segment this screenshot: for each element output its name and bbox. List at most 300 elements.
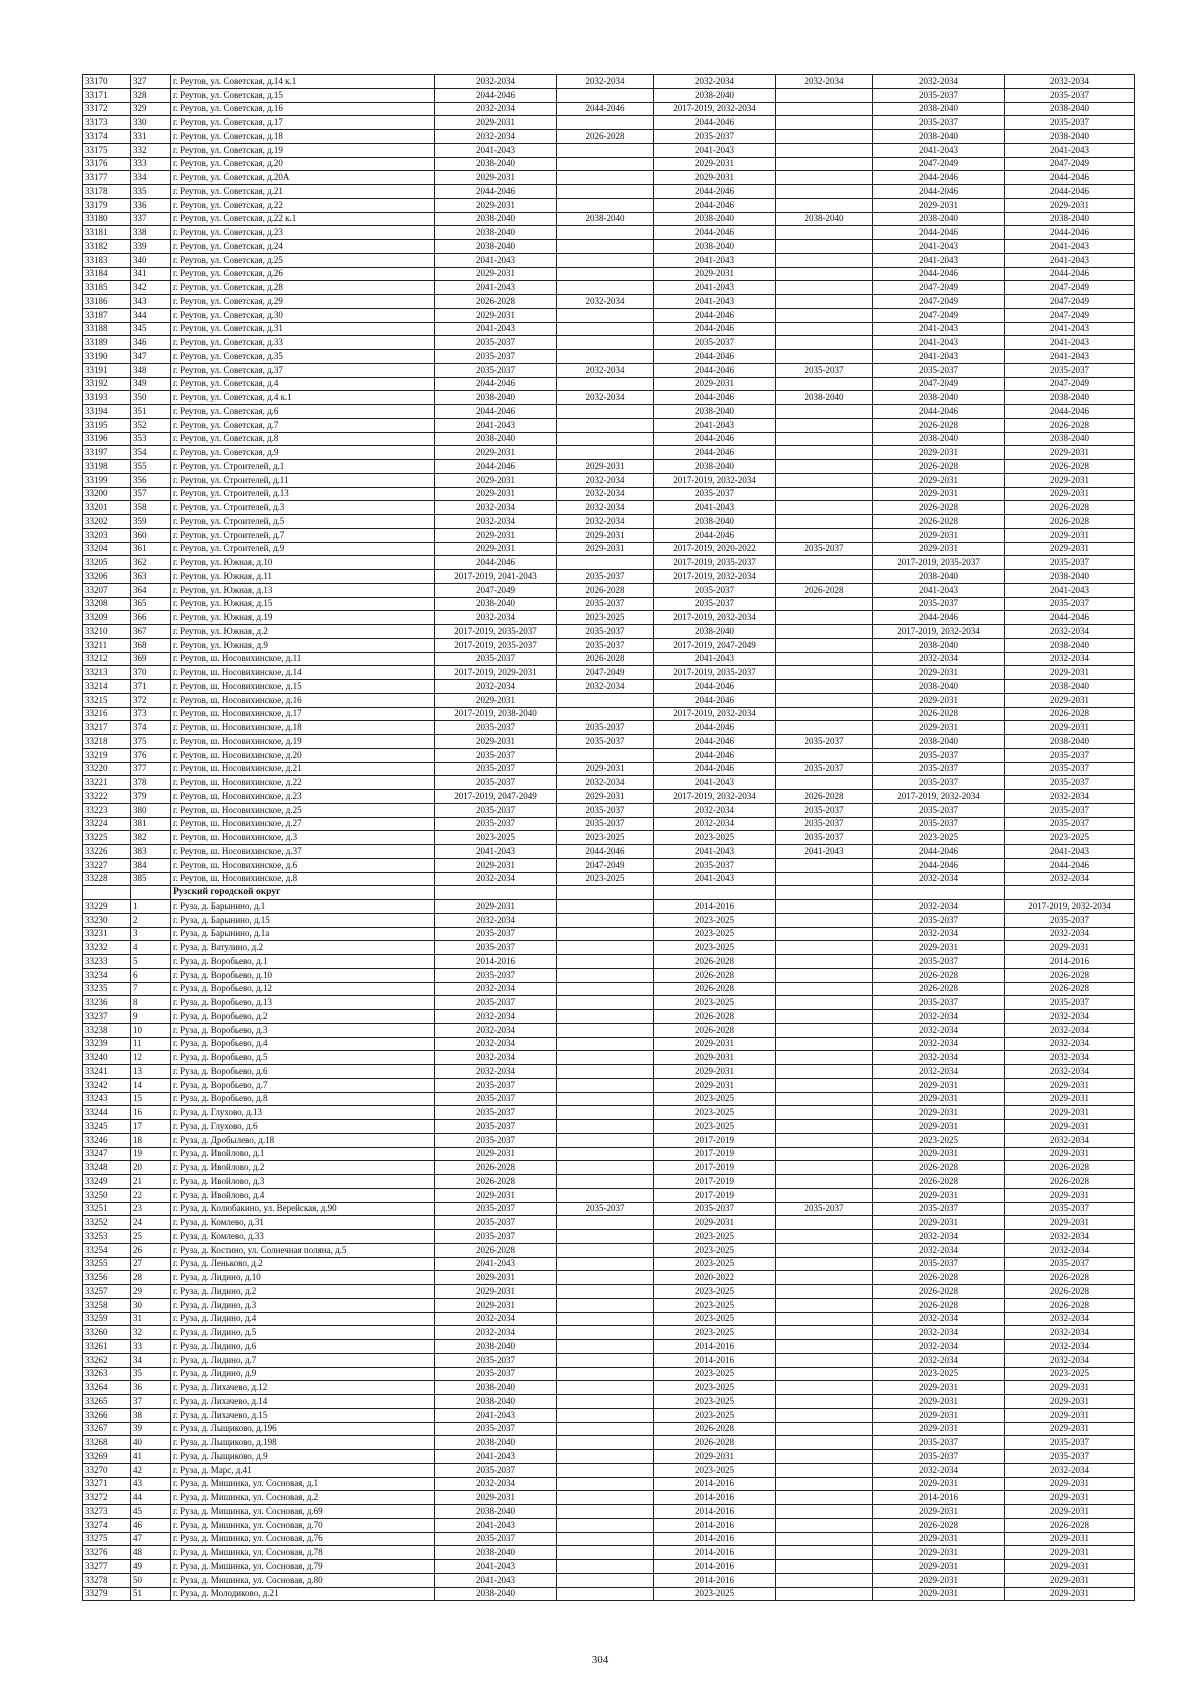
period-cell-6: 2029-2031 — [1005, 693, 1135, 707]
period-cell-6: 2038-2040 — [1005, 735, 1135, 749]
table-row — [83, 955, 1135, 969]
address-cell: г. Реутов, ш. Носовихинское, д.21 — [171, 762, 435, 776]
table-row — [83, 1353, 1135, 1367]
row-id-cell: 33207 — [83, 583, 131, 597]
table-row — [83, 405, 1135, 419]
period-cell-2: 2044-2046 — [557, 845, 654, 859]
table-row — [83, 212, 1135, 226]
row-number-cell: 378 — [131, 776, 171, 790]
period-cell-3: 2044-2046 — [654, 748, 776, 762]
period-cell-2: 2029-2031 — [557, 762, 654, 776]
period-cell-5: 2044-2046 — [873, 171, 1005, 185]
period-cell-1: 2017-2019, 2035-2037 — [435, 638, 557, 652]
period-cell-2 — [557, 1560, 654, 1574]
row-id-cell: 33279 — [83, 1587, 131, 1601]
period-cell-5: 2029-2031 — [873, 528, 1005, 542]
address-cell: г. Руза, д. Воробьево, д.6 — [171, 1065, 435, 1079]
row-number-cell: 332 — [131, 143, 171, 157]
period-cell-3: 2017-2019, 2032-2034 — [654, 611, 776, 625]
period-cell-2 — [557, 350, 654, 364]
period-cell-5: 2017-2019, 2035-2037 — [873, 556, 1005, 570]
period-cell-6: 2026-2028 — [1005, 1298, 1135, 1312]
period-cell-3: 2017-2019, 2032-2034 — [654, 570, 776, 584]
period-cell-2: 2026-2028 — [557, 583, 654, 597]
row-number-cell: 354 — [131, 446, 171, 460]
period-cell-6: 2029-2031 — [1005, 1106, 1135, 1120]
table-row — [83, 900, 1135, 914]
row-number-cell: 46 — [131, 1518, 171, 1532]
row-number-cell: 353 — [131, 432, 171, 446]
row-id-cell: 33209 — [83, 611, 131, 625]
row-id-cell: 33273 — [83, 1505, 131, 1519]
address-cell: г. Реутов, ул. Строителей, д.13 — [171, 487, 435, 501]
row-id-cell: 33264 — [83, 1381, 131, 1395]
period-cell-5: 2029-2031 — [873, 1395, 1005, 1409]
table-row — [83, 652, 1135, 666]
address-cell: г. Руза, д. Воробьево, д.3 — [171, 1023, 435, 1037]
period-cell-1: 2038-2040 — [435, 1340, 557, 1354]
period-cell-4: 2035-2037 — [776, 817, 873, 831]
period-cell-2 — [557, 116, 654, 130]
address-cell: г. Реутов, ул. Советская, д.16 — [171, 102, 435, 116]
address-cell: г. Реутов, ул. Советская, д.9 — [171, 446, 435, 460]
period-cell-3: 2035-2037 — [654, 487, 776, 501]
period-cell-4: 2035-2037 — [776, 363, 873, 377]
address-cell: г. Руза, д. Дробылево, д.18 — [171, 1133, 435, 1147]
period-cell-5: 2029-2031 — [873, 473, 1005, 487]
period-cell-3: 2026-2028 — [654, 955, 776, 969]
period-cell-6: 2032-2034 — [1005, 1326, 1135, 1340]
address-cell: г. Руза, д. Глухово, д.6 — [171, 1120, 435, 1134]
period-cell-4 — [776, 240, 873, 254]
period-cell-5: 2026-2028 — [873, 982, 1005, 996]
row-id-cell: 33215 — [83, 693, 131, 707]
period-cell-6: 2032-2034 — [1005, 790, 1135, 804]
period-cell-4 — [776, 1408, 873, 1422]
row-number-cell: 331 — [131, 130, 171, 144]
period-cell-1: 2038-2040 — [435, 226, 557, 240]
period-cell-4 — [776, 116, 873, 130]
period-cell-2: 2035-2037 — [557, 721, 654, 735]
row-id-cell: 33188 — [83, 322, 131, 336]
period-cell-2 — [557, 1175, 654, 1189]
period-cell-5: 2035-2037 — [873, 748, 1005, 762]
period-cell-5: 2026-2028 — [873, 1175, 1005, 1189]
table-row — [83, 171, 1135, 185]
period-cell-5: 2035-2037 — [873, 1202, 1005, 1216]
period-cell-1: 2038-2040 — [435, 240, 557, 254]
row-number-cell: 334 — [131, 171, 171, 185]
period-cell-3: 2017-2019, 2020-2022 — [654, 542, 776, 556]
table-row — [83, 1395, 1135, 1409]
period-cell-4 — [776, 638, 873, 652]
period-cell-1: 2026-2028 — [435, 1243, 557, 1257]
address-cell: г. Руза, д. Воробьево, д.2 — [171, 1010, 435, 1024]
data-table — [82, 74, 1135, 1601]
row-id-cell: 33272 — [83, 1491, 131, 1505]
period-cell-5: 2026-2028 — [873, 501, 1005, 515]
table-row — [83, 501, 1135, 515]
period-cell-5: 2029-2031 — [873, 1505, 1005, 1519]
period-cell-2: 2038-2040 — [557, 212, 654, 226]
table-row — [83, 1422, 1135, 1436]
row-number-cell: 375 — [131, 735, 171, 749]
period-cell-4: 2026-2028 — [776, 790, 873, 804]
period-cell-4 — [776, 487, 873, 501]
period-cell-3: 2029-2031 — [654, 1065, 776, 1079]
period-cell-4 — [776, 1257, 873, 1271]
row-id-cell: 33201 — [83, 501, 131, 515]
row-id-cell: 33221 — [83, 776, 131, 790]
table-row — [83, 1078, 1135, 1092]
period-cell-2 — [557, 1505, 654, 1519]
period-cell-6: 2023-2025 — [1005, 1367, 1135, 1381]
table-body — [83, 75, 1135, 1601]
period-cell-1: 2032-2034 — [435, 1312, 557, 1326]
period-cell-5: 2029-2031 — [873, 1587, 1005, 1601]
row-number-cell: 31 — [131, 1312, 171, 1326]
period-cell-6: 2035-2037 — [1005, 913, 1135, 927]
table-row — [83, 817, 1135, 831]
row-id-cell: 33231 — [83, 927, 131, 941]
row-id-cell: 33254 — [83, 1243, 131, 1257]
address-cell: г. Руза, д. Барынино, д.1а — [171, 927, 435, 941]
period-cell-1: 2041-2043 — [435, 418, 557, 432]
table-row — [83, 1161, 1135, 1175]
row-id-cell: 33278 — [83, 1573, 131, 1587]
table-row — [83, 1463, 1135, 1477]
period-cell-2 — [557, 185, 654, 199]
row-number-cell: 3 — [131, 927, 171, 941]
period-cell-6: 2032-2034 — [1005, 1023, 1135, 1037]
row-number-cell: 373 — [131, 707, 171, 721]
row-number-cell: 340 — [131, 253, 171, 267]
row-id-cell: 33170 — [83, 75, 131, 89]
period-cell-1: 2038-2040 — [435, 432, 557, 446]
row-number-cell: 11 — [131, 1037, 171, 1051]
section-row — [83, 886, 1135, 900]
row-number-cell: 4 — [131, 941, 171, 955]
period-cell-4 — [776, 1546, 873, 1560]
period-cell-3: 2023-2025 — [654, 1381, 776, 1395]
period-cell-2 — [557, 432, 654, 446]
table-row — [83, 267, 1135, 281]
period-cell-5: 2038-2040 — [873, 680, 1005, 694]
table-row — [83, 88, 1135, 102]
period-cell-3: 2017-2019, 2032-2034 — [654, 473, 776, 487]
period-cell-5: 2041-2043 — [873, 350, 1005, 364]
period-cell-4 — [776, 570, 873, 584]
row-number-cell: 16 — [131, 1106, 171, 1120]
period-cell-4: 2035-2037 — [776, 831, 873, 845]
period-cell-4 — [776, 872, 873, 886]
period-cell-4 — [776, 1065, 873, 1079]
address-cell: г. Руза, д. Воробьево, д.10 — [171, 968, 435, 982]
row-number-cell: 44 — [131, 1491, 171, 1505]
table-row — [83, 295, 1135, 309]
period-cell-5: 2026-2028 — [873, 1161, 1005, 1175]
row-number-cell: 28 — [131, 1271, 171, 1285]
period-cell-6: 2029-2031 — [1005, 528, 1135, 542]
address-cell: г. Руза, д. Лидино, д.3 — [171, 1298, 435, 1312]
period-cell-1: 2035-2037 — [435, 803, 557, 817]
period-cell-2 — [557, 1188, 654, 1202]
row-id-cell: 33246 — [83, 1133, 131, 1147]
period-cell-6: 2032-2034 — [1005, 652, 1135, 666]
table-row — [83, 1092, 1135, 1106]
period-cell-5: 2032-2034 — [873, 1463, 1005, 1477]
row-id-cell: 33243 — [83, 1092, 131, 1106]
row-number-cell: 367 — [131, 625, 171, 639]
period-cell-4 — [776, 1532, 873, 1546]
period-cell-1: 2035-2037 — [435, 1120, 557, 1134]
address-cell: г. Руза, д. Костино, ул. Солнечная поляна, д.5 — [171, 1243, 435, 1257]
period-cell-3: 2029-2031 — [654, 1037, 776, 1051]
period-cell-1: 2029-2031 — [435, 1491, 557, 1505]
address-cell: г. Руза, д. Лыщиково, д.198 — [171, 1436, 435, 1450]
address-cell: г. Реутов, ул. Южная, д.15 — [171, 597, 435, 611]
period-cell-5: 2032-2034 — [873, 1353, 1005, 1367]
period-cell-6: 2032-2034 — [1005, 927, 1135, 941]
period-cell-2 — [557, 1532, 654, 1546]
period-cell-5: 2032-2034 — [873, 1340, 1005, 1354]
period-cell-6: 2026-2028 — [1005, 707, 1135, 721]
period-cell-2 — [557, 996, 654, 1010]
row-id-cell: 33240 — [83, 1051, 131, 1065]
period-cell-4 — [776, 185, 873, 199]
address-cell: г. Руза, д. Мишинка, ул. Сосновая, д.78 — [171, 1546, 435, 1560]
period-cell-3: 2032-2034 — [654, 75, 776, 89]
period-cell-4 — [776, 1147, 873, 1161]
period-cell-1: 2032-2034 — [435, 102, 557, 116]
row-number-cell: 337 — [131, 212, 171, 226]
period-cell-5: 2032-2034 — [873, 1243, 1005, 1257]
address-cell: г. Реутов, ул. Советская, д.37 — [171, 363, 435, 377]
address-cell: г. Реутов, ул. Советская, д.19 — [171, 143, 435, 157]
period-cell-6: 2029-2031 — [1005, 1505, 1135, 1519]
row-number-cell: 350 — [131, 391, 171, 405]
table-row — [83, 1133, 1135, 1147]
address-cell: г. Руза, д. Лихачево, д.15 — [171, 1408, 435, 1422]
period-cell-4 — [776, 295, 873, 309]
period-cell-5: 2032-2034 — [873, 652, 1005, 666]
row-number-cell: 383 — [131, 845, 171, 859]
period-cell-2 — [557, 1147, 654, 1161]
row-id-cell: 33226 — [83, 845, 131, 859]
row-id-cell: 33229 — [83, 900, 131, 914]
period-cell-1: 2029-2031 — [435, 308, 557, 322]
period-cell-1: 2038-2040 — [435, 1505, 557, 1519]
period-cell-1: 2035-2037 — [435, 350, 557, 364]
row-id-cell: 33262 — [83, 1353, 131, 1367]
period-cell-6: 2032-2034 — [1005, 1037, 1135, 1051]
address-cell: г. Руза, д. Марс, д.41 — [171, 1463, 435, 1477]
period-cell-3: 2044-2046 — [654, 762, 776, 776]
row-number-cell: 18 — [131, 1133, 171, 1147]
period-cell-2 — [557, 556, 654, 570]
address-cell: г. Реутов, ул. Южная, д.10 — [171, 556, 435, 570]
row-number-cell: 342 — [131, 281, 171, 295]
period-cell-6: 2038-2040 — [1005, 638, 1135, 652]
period-cell-6: 2041-2043 — [1005, 240, 1135, 254]
row-number-cell: 37 — [131, 1395, 171, 1409]
row-number-cell: 36 — [131, 1381, 171, 1395]
period-cell-6: 2029-2031 — [1005, 666, 1135, 680]
period-cell-4 — [776, 748, 873, 762]
table-row — [83, 982, 1135, 996]
period-cell-2 — [557, 308, 654, 322]
period-cell-5: 2038-2040 — [873, 638, 1005, 652]
row-number-cell: 372 — [131, 693, 171, 707]
row-id-cell: 33236 — [83, 996, 131, 1010]
period-cell-2: 2029-2031 — [557, 790, 654, 804]
address-cell: г. Реутов, ш. Носовихинское, д.11 — [171, 652, 435, 666]
period-cell-3: 2038-2040 — [654, 625, 776, 639]
row-id-cell: 33234 — [83, 968, 131, 982]
table-row — [83, 872, 1135, 886]
period-cell-4 — [776, 226, 873, 240]
table-row — [83, 1257, 1135, 1271]
period-cell-3: 2017-2019 — [654, 1188, 776, 1202]
period-cell-4 — [776, 198, 873, 212]
address-cell: г. Руза, д. Мишинка, ул. Сосновая, д.69 — [171, 1505, 435, 1519]
period-cell-1: 2044-2046 — [435, 377, 557, 391]
period-cell-1: 2032-2034 — [435, 872, 557, 886]
period-cell-4 — [776, 1312, 873, 1326]
period-cell-6: 2044-2046 — [1005, 226, 1135, 240]
address-cell: г. Реутов, ул. Советская, д.18 — [171, 130, 435, 144]
table-row — [83, 1285, 1135, 1299]
period-cell-3: 2044-2046 — [654, 185, 776, 199]
row-number-cell: 27 — [131, 1257, 171, 1271]
period-cell-3: 2044-2046 — [654, 693, 776, 707]
row-number-cell: 23 — [131, 1202, 171, 1216]
period-cell-4 — [776, 1491, 873, 1505]
address-cell: г. Руза, д. Воробьево, д.1 — [171, 955, 435, 969]
period-cell-2: 2035-2037 — [557, 570, 654, 584]
period-cell-1: 2032-2034 — [435, 1037, 557, 1051]
address-cell: г. Руза, д. Комлево, д.31 — [171, 1216, 435, 1230]
address-cell: г. Реутов, ул. Советская, д.30 — [171, 308, 435, 322]
address-cell: г. Реутов, ул. Советская, д.26 — [171, 267, 435, 281]
period-cell-5: 2041-2043 — [873, 583, 1005, 597]
table-row — [83, 1560, 1135, 1574]
period-cell-5: 2029-2031 — [873, 1216, 1005, 1230]
table-row — [83, 858, 1135, 872]
period-cell-6: 2029-2031 — [1005, 1147, 1135, 1161]
period-cell-4 — [776, 515, 873, 529]
table-row — [83, 308, 1135, 322]
period-cell-5: 2029-2031 — [873, 1188, 1005, 1202]
row-id-cell: 33263 — [83, 1367, 131, 1381]
row-number-cell: 19 — [131, 1147, 171, 1161]
period-cell-4 — [776, 776, 873, 790]
period-cell-5: 2035-2037 — [873, 88, 1005, 102]
period-cell-5: 2038-2040 — [873, 102, 1005, 116]
period-cell-5: 2035-2037 — [873, 597, 1005, 611]
period-cell-5: 2044-2046 — [873, 226, 1005, 240]
period-cell-3: 2044-2046 — [654, 721, 776, 735]
period-cell-5: 2026-2028 — [873, 1518, 1005, 1532]
period-cell-1: 2032-2034 — [435, 680, 557, 694]
period-cell-2 — [557, 253, 654, 267]
period-cell-4 — [776, 1037, 873, 1051]
period-cell-1: 2038-2040 — [435, 212, 557, 226]
period-cell-4 — [776, 1010, 873, 1024]
period-cell-4 — [776, 1243, 873, 1257]
period-cell-1: 2038-2040 — [435, 1546, 557, 1560]
period-cell-1: 2014-2016 — [435, 955, 557, 969]
row-id-cell: 33175 — [83, 143, 131, 157]
period-cell-4 — [776, 446, 873, 460]
table-row — [83, 776, 1135, 790]
address-cell: г. Руза, д. Лыщиково, д.9 — [171, 1450, 435, 1464]
period-cell-5: 2029-2031 — [873, 1532, 1005, 1546]
period-cell-5: 2029-2031 — [873, 1092, 1005, 1106]
period-cell-6: 2035-2037 — [1005, 762, 1135, 776]
period-cell-4 — [776, 1463, 873, 1477]
period-cell-2 — [557, 1010, 654, 1024]
row-id-cell: 33238 — [83, 1023, 131, 1037]
period-cell-3: 2014-2016 — [654, 1477, 776, 1491]
period-cell-5: 2035-2037 — [873, 955, 1005, 969]
row-id-cell: 33206 — [83, 570, 131, 584]
period-cell-1: 2035-2037 — [435, 1216, 557, 1230]
period-cell-5: 2032-2034 — [873, 1023, 1005, 1037]
period-cell-6: 2047-2049 — [1005, 295, 1135, 309]
period-cell-6: 2032-2034 — [1005, 75, 1135, 89]
period-cell-4: 2035-2037 — [776, 1202, 873, 1216]
period-cell-5: 2014-2016 — [873, 1491, 1005, 1505]
row-number-cell: 376 — [131, 748, 171, 762]
period-cell-6: 2032-2034 — [1005, 1243, 1135, 1257]
period-cell-4 — [776, 1216, 873, 1230]
period-cell-5: 2044-2046 — [873, 858, 1005, 872]
row-id-cell: 33213 — [83, 666, 131, 680]
period-cell-3: 2029-2031 — [654, 377, 776, 391]
period-cell-4 — [776, 1367, 873, 1381]
row-id-cell: 33275 — [83, 1532, 131, 1546]
period-cell-3: 2035-2037 — [654, 336, 776, 350]
row-number-cell: 371 — [131, 680, 171, 694]
address-cell: г. Реутов, ул. Южная, д.13 — [171, 583, 435, 597]
table-row — [83, 927, 1135, 941]
row-number-cell: 6 — [131, 968, 171, 982]
period-cell-1: 2029-2031 — [435, 858, 557, 872]
period-cell-1: 2035-2037 — [435, 363, 557, 377]
row-number-cell: 32 — [131, 1326, 171, 1340]
address-cell: г. Реутов, ул. Советская, д.4 — [171, 377, 435, 391]
period-cell-6: 2038-2040 — [1005, 432, 1135, 446]
period-cell-2 — [557, 226, 654, 240]
period-cell-6: 2041-2043 — [1005, 350, 1135, 364]
period-cell-3: 2014-2016 — [654, 1573, 776, 1587]
address-cell: г. Реутов, ул. Южная, д.9 — [171, 638, 435, 652]
table-row — [83, 226, 1135, 240]
period-cell-6: 2029-2031 — [1005, 1188, 1135, 1202]
row-id-cell: 33182 — [83, 240, 131, 254]
period-cell-2 — [557, 377, 654, 391]
row-number-cell: 368 — [131, 638, 171, 652]
period-cell-4 — [776, 611, 873, 625]
period-cell-4 — [776, 253, 873, 267]
period-cell-6: 2032-2034 — [1005, 1010, 1135, 1024]
row-id-cell: 33198 — [83, 460, 131, 474]
period-cell-3: 2041-2043 — [654, 143, 776, 157]
row-id-cell: 33174 — [83, 130, 131, 144]
row-id-cell: 33220 — [83, 762, 131, 776]
table-row — [83, 336, 1135, 350]
